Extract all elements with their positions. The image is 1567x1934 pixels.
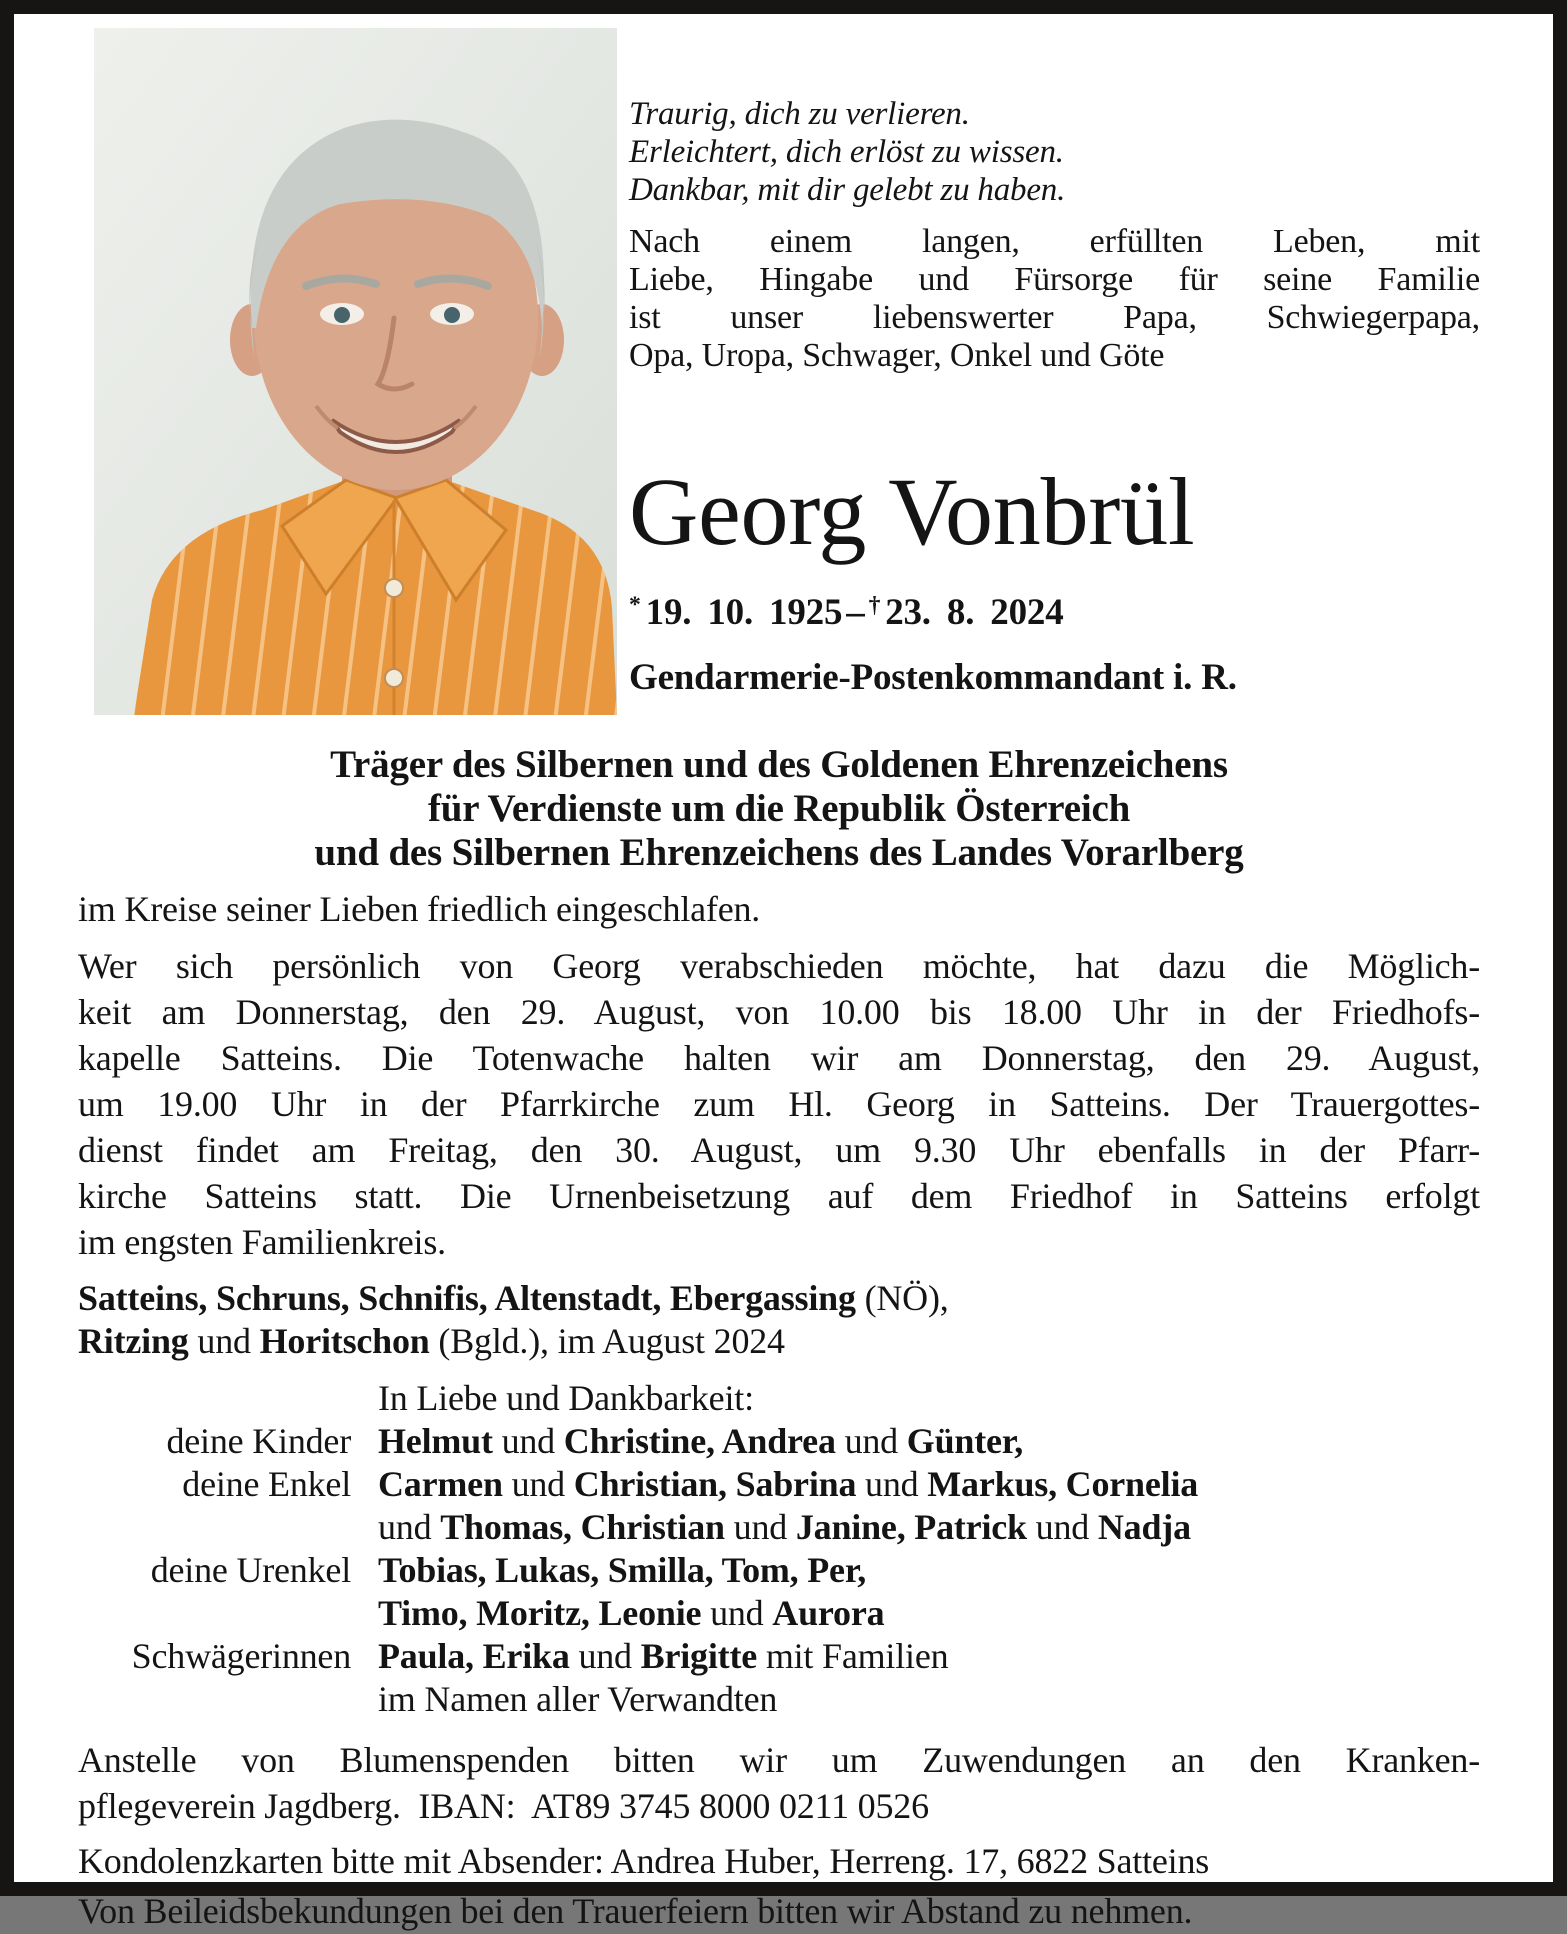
text-line: Erleichtert, dich erlöst zu wissen. <box>629 134 1064 170</box>
portrait-illustration <box>94 28 617 715</box>
birth-star-symbol: * <box>629 592 641 619</box>
text-line: im engsten Familienkreis. <box>78 1222 446 1262</box>
name-bold-segment: Tobias, Lukas, Smilla, Tom, Per, <box>378 1550 867 1590</box>
relatives-names <box>378 1678 1480 1721</box>
relation-label: deine Urenkel <box>150 1550 351 1590</box>
funeral-information <box>78 943 1480 1265</box>
text-line: Liebe, Hingabe und Fürsorge für seine Familie <box>629 261 1480 298</box>
relatives-names <box>378 1549 1480 1592</box>
relation-label <box>78 1592 351 1635</box>
dates-separator: – <box>846 591 865 633</box>
text-line: Anstelle von Blumenspenden bitten wir um Zuwendungen an den Kranken- <box>78 1740 1480 1780</box>
name-bold-segment: Janine, Patrick <box>795 1507 1027 1547</box>
text-line: dienst findet am Freitag, den 30. August, um 9.30 Uhr ebenfalls in der Pfarr- <box>78 1130 1480 1170</box>
text-line: ist unser liebenswerter Papa, Schwiegerpapa, <box>629 299 1480 336</box>
text-line: und des Silbernen Ehrenzeichens des Landes Vorarlberg <box>314 831 1244 874</box>
name-bold-segment: Christian, Sabrina <box>573 1464 857 1504</box>
top-section <box>78 28 1480 715</box>
relatives-names <box>378 1635 1480 1678</box>
places-line-2 <box>78 1320 1480 1363</box>
text-line: kapelle Satteins. Die Totenwache halten wir am Donnerstag, den 29. August, <box>78 1038 1480 1078</box>
death-cross-symbol: † <box>868 592 881 619</box>
text-segment: und <box>188 1321 260 1361</box>
text-segment: und <box>569 1636 641 1676</box>
intro-paragraph <box>629 223 1480 375</box>
life-dates <box>629 591 1480 634</box>
relation-label <box>78 1506 351 1549</box>
distance-request-line: Von Beileidsbekundungen bei den Trauerfeiern bitten wir Abstand zu nehmen. <box>78 1891 1193 1931</box>
text-segment: und <box>724 1507 796 1547</box>
mourning-family-list <box>78 1377 1480 1721</box>
name-bold-segment: Günter, <box>906 1421 1024 1461</box>
condolence-cards-line: Kondolenzkarten bitte mit Absender: Andrea Huber, Herreng. 17, 6822 Satteins <box>78 1841 1210 1881</box>
text-line: Träger des Silbernen und des Goldenen Ehrenzeichens <box>330 743 1228 786</box>
text-line: Opa, Uropa, Schwager, Onkel und Göte <box>629 337 1165 374</box>
text-line: Traurig, dich zu verlieren. <box>629 96 970 132</box>
name-bold-segment: Aurora <box>772 1593 885 1633</box>
passed-away-line: im Kreise seiner Lieben friedlich eingeschlafen. <box>78 889 761 929</box>
relatives-names <box>378 1463 1480 1506</box>
name-bold-segment: Paula, Erika <box>378 1636 570 1676</box>
name-bold-segment: Helmut <box>378 1421 493 1461</box>
name-bold-segment: Satteins, Schruns, Schnifis, Altenstadt, Ebergassing <box>78 1278 856 1318</box>
text-line: für Verdienste um die Republik Österreich <box>427 787 1131 830</box>
text-segment: und <box>701 1593 773 1633</box>
professional-title: Gendarmerie-Postenkommandant i. R. <box>629 656 1237 698</box>
text-line: pflegeverein Jagdberg. IBAN: AT89 3745 8000 0211 0526 <box>78 1786 929 1826</box>
name-bold-segment: Timo, Moritz, Leonie <box>378 1593 702 1633</box>
portrait-photo <box>94 28 617 715</box>
text-segment: im Namen aller Verwandten <box>378 1679 778 1719</box>
text-segment: und <box>856 1464 928 1504</box>
text-segment: und <box>502 1464 574 1504</box>
relatives-names <box>378 1377 1480 1420</box>
text-segment: (NÖ), <box>855 1278 949 1318</box>
text-segment: und <box>1026 1507 1098 1547</box>
name-bold-segment: Horitschon <box>259 1321 430 1361</box>
name-bold-segment: Ritzing <box>78 1321 189 1361</box>
relation-label: deine Kinder <box>166 1421 351 1461</box>
name-bold-segment: Christine, Andrea <box>563 1421 836 1461</box>
text-line: kirche Satteins statt. Die Urnenbeisetzung auf dem Friedhof in Satteins erfolgt <box>78 1176 1480 1216</box>
deceased-name: Georg Vonbrül <box>629 458 1195 565</box>
text-line: Nach einem langen, erfüllten Leben, mit <box>629 223 1480 260</box>
header-text-column <box>629 28 1480 699</box>
name-bold-segment: Markus, Cornelia <box>927 1464 1199 1504</box>
places-line-1 <box>78 1277 1480 1320</box>
birth-date: 19. 10. 1925 <box>645 591 843 633</box>
text-segment: und <box>378 1507 441 1547</box>
relatives-names <box>378 1592 1480 1635</box>
text-line: keit am Donnerstag, den 29. August, von 10.00 bis 18.00 Uhr in der Friedhofs- <box>78 992 1480 1032</box>
text-segment: (Bgld.), im August 2024 <box>429 1321 785 1361</box>
honors-block <box>78 743 1480 875</box>
relation-label <box>78 1377 351 1420</box>
text-segment: und <box>492 1421 564 1461</box>
name-bold-segment: Thomas, Christian <box>440 1507 725 1547</box>
relation-label <box>78 1678 351 1721</box>
relation-label: deine Enkel <box>182 1464 351 1504</box>
name-bold-segment: Nadja <box>1097 1507 1191 1547</box>
text-line: Dankbar, mit dir gelebt zu haben. <box>629 172 1066 208</box>
memorial-verse <box>629 95 1480 209</box>
donation-request <box>78 1737 1480 1829</box>
name-bold-segment: Carmen <box>378 1464 503 1504</box>
text-segment: und <box>835 1421 907 1461</box>
text-segment: mit Familien <box>757 1636 949 1676</box>
text-line: um 19.00 Uhr in der Pfarrkirche zum Hl. Georg in Satteins. Der Trauergottes- <box>78 1084 1480 1124</box>
relatives-names <box>378 1506 1480 1549</box>
relatives-names <box>378 1420 1480 1463</box>
death-date: 23. 8. 2024 <box>885 591 1064 633</box>
relation-label: Schwägerinnen <box>131 1636 351 1676</box>
places-and-date <box>78 1277 1480 1363</box>
text-segment: In Liebe und Dankbarkeit: <box>378 1378 754 1418</box>
text-line: Wer sich persönlich von Georg verabschieden möchte, hat dazu die Möglich- <box>78 946 1480 986</box>
name-bold-segment: Brigitte <box>640 1636 758 1676</box>
